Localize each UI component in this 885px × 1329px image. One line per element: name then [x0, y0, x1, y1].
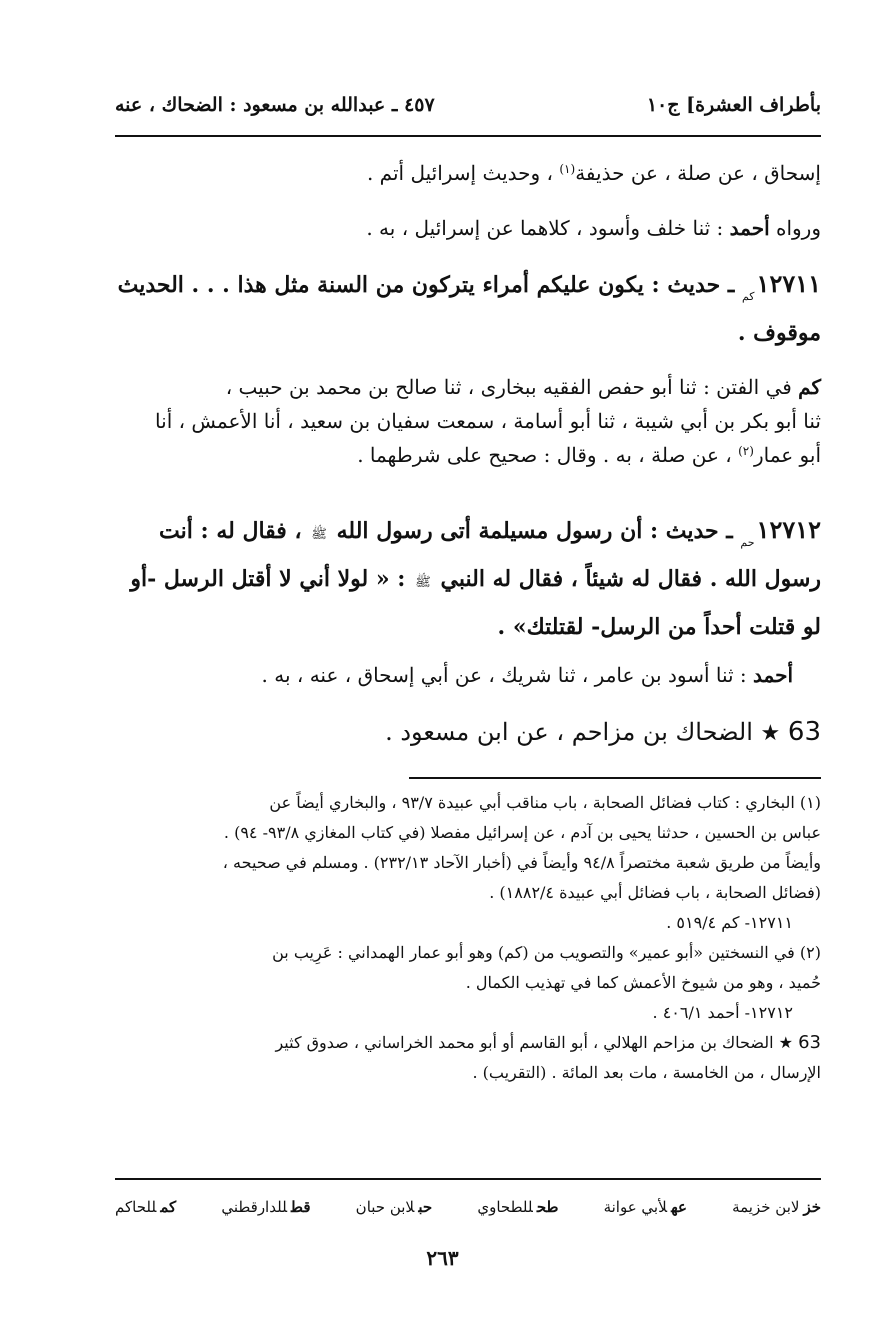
page-number: ٢٦٣ — [426, 1246, 459, 1270]
hadith-number: ١٢٧١١ — [756, 269, 821, 298]
hadith-12711-title-cont: موقوف . — [737, 320, 821, 346]
footnote-ref-1[interactable]: (١) — [559, 162, 576, 176]
star-icon: ★ — [778, 1033, 793, 1052]
source-sigla: كم — [741, 290, 755, 303]
abbreviation-item: كمللحاكم — [115, 1198, 177, 1216]
abbreviation-item: خزلابن خزيمة — [732, 1198, 821, 1216]
salla-glyph: ﷺ — [415, 575, 431, 590]
hadith-12712-sources — [115, 660, 821, 690]
header-divider — [115, 135, 821, 137]
source-line-3: أبو عمار$^{(٢)}$ ، عن صلة ، به . وقال : صحيح على شرطهما . — [357, 443, 821, 467]
footnote-ref-2[interactable]: (٢) — [738, 444, 754, 458]
star-icon: ★ — [760, 721, 781, 746]
intro-line-2: ورواه أحمد : ثنا خلف وأسود ، كلاهما عن إسرائيل ، به . — [366, 216, 821, 240]
reference-12711: ١٢٧١١- كم ٥١٩/٤ . — [666, 913, 793, 932]
narrator-text: الضحاك بن مزاحم ، عن ابن مسعود . — [385, 718, 753, 746]
abbreviation-key — [115, 1192, 821, 1222]
hadith-12711-sources — [115, 370, 821, 475]
source-line-1: كم في الفتن : ثنا أبو حفص الفقيه ببخارى ، ثنا صالح بن محمد بن حبيب ، — [225, 375, 821, 399]
reference-12712: ١٢٧١٢- أحمد ٤٠٦/١ . — [652, 1003, 793, 1022]
footnote-divider — [409, 777, 821, 779]
hadith-12712-title-3: لو قتلت أحداً من الرسل- لقتلتك» . — [497, 614, 821, 640]
hadith-number: ١٢٧١٢ — [756, 515, 821, 544]
footnote-1: (١) البخاري : كتاب فضائل الصحابة ، باب مناقب أبي عبيدة ٩٣/٧ ، والبخاري أيضاً عن — [269, 793, 821, 812]
hadith-12712 — [115, 508, 821, 649]
footnote-63: 63 ★ الضحاك بن مزاحم الهلالي ، أبو القاسم أو أبو محمد الخراساني ، صدوق كثير — [275, 1032, 821, 1053]
hadith-12712-title-1: $١٢٧١٢_{حم}$ ـ حديث : أن رسول مسيلمة أتى رسول الله ﷺ ، فقال له : أنت — [115, 508, 821, 557]
source-line-2: ثنا أبو بكر بن أبي شيبة ، ثنا أبو أسامة ، سمعت سفيان بن سعيد ، أنا الأعمش ، أنا — [155, 409, 821, 433]
hadith-12712-title-2: رسول الله . فقال له شيئاً ، فقال له النبي ﷺ : « لولا أني لا أقتل الرسل -أو — [115, 557, 821, 605]
footnote-2: (٢) في النسختين «أبو عمير» والتصويب من (كم) وهو أبو عمار الهمداني : عَرِيب بن — [272, 943, 821, 962]
abbreviation-item: قطللدارقطني — [221, 1198, 311, 1216]
hadith-12711 — [115, 262, 821, 355]
source-line: أحمد : ثنا أسود بن عامر ، ثنا شريك ، عن أبي إسحاق ، عنه ، به . — [261, 663, 793, 687]
narrator-heading — [115, 712, 821, 754]
salla-glyph: ﷺ — [311, 527, 327, 542]
intro-text — [115, 158, 821, 243]
narrator-number: 63 — [787, 717, 821, 747]
running-header — [115, 88, 821, 122]
footnotes: (١) البخاري : كتاب فضائل الصحابة ، باب مناقب أبي عبيدة ٩٣/٧ ، والبخاري أيضاً عن عباس بن الحسين ، حدثنا يحيى بن آدم ، عن إسرائيل مفصلا (في كتاب المغازي ٩٣/٨- ٩٤) . وأيضاً من طريق شعبة مختصراً ٩٤/٨ وأيضاً في (أخبار الآحاد ٢٣٢/١٣) . ومسلم في صحيحه ، (فضائل الصحابة ، باب فضائل أبي عبيدة ١٨٨٢/٤) . ١٢٧١١- كم ٥١٩/٤ . (٢) في النسختين «أبو عمير» والتصويب من (كم) وهو أبو عمار الهمداني : عَرِيب بن حُميد ، وهو من شيوخ الأعمش كما في تهذيب الكمال . ١٢٧١٢- أحمد ٤٠٦/١ . 63 ★ الضحاك بن مزاحم الهلالي ، أبو القاسم أو أبو محمد الخراساني ، صدوق كثير الإرسال ، من الخامسة ، مات بعد المائة . (التقريب) . — [115, 788, 821, 1088]
header-volume-title: بأطراف العشرة] ج١٠ — [646, 94, 821, 116]
abbreviation-item: طحللطحاوي — [477, 1198, 559, 1216]
source-sigla: حم — [740, 536, 755, 549]
bottom-divider — [115, 1178, 821, 1180]
abbreviation-item: عهلأبي عوانة — [603, 1198, 687, 1216]
abbreviation-item: حبلابن حبان — [355, 1198, 433, 1216]
hadith-12711-title: $١٢٧١١_{كم}$ ـ حديث : يكون عليكم أمراء يتركون من السنة مثل هذا . . . الحديث — [117, 269, 821, 303]
intro-line-1: إسحاق ، عن صلة ، عن حذيفة$^{(١)}$ ، وحديث إسرائيل أتم . — [366, 161, 821, 185]
header-section-title: ٤٥٧ ـ عبدالله بن مسعود : الضحاك ، عنه — [115, 94, 435, 116]
